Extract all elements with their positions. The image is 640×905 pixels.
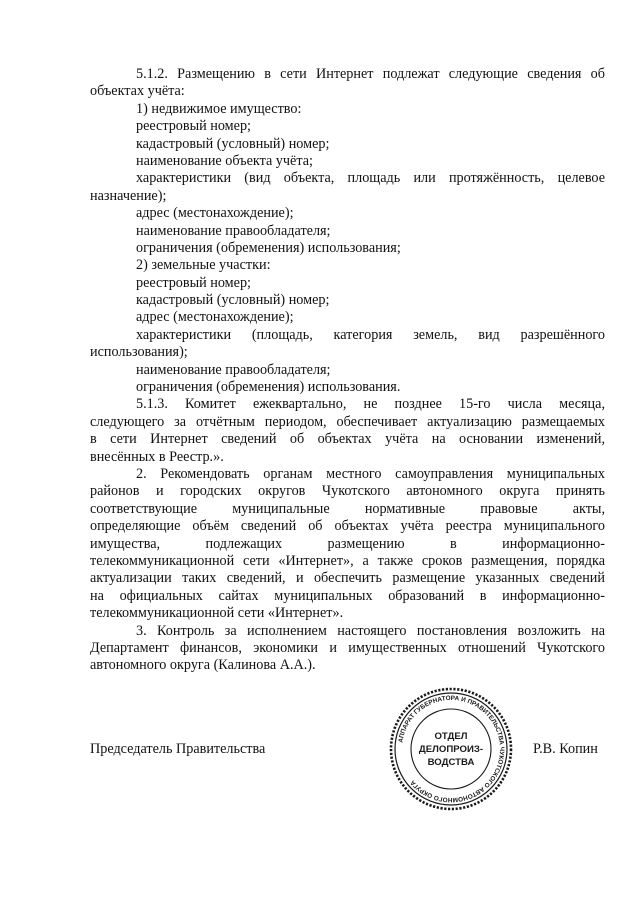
text-line: назначение); [90,187,167,204]
text-line: использования); [90,344,188,361]
document-body [90,66,605,675]
signatory-name: Р.В. Копин [533,741,598,757]
text-line: телекоммуникационной сети «Интернет», а также сроков размещения, порядка [90,552,605,569]
text-line: актуализации таких сведений, и обеспечить размещение указанных сведений [90,570,605,587]
text-line: адрес (местонахождение); [136,205,294,222]
text-line: реестровый номер; [136,118,251,135]
text-line: реестровый номер; [136,274,251,291]
text-line: внесённых в Реестр.». [90,448,224,465]
text-line: имущества, подлежащих размещению в информационно- [90,535,605,552]
text-line: 5.1.3. Комитет ежеквартально, не позднее 15-го числа месяца, [136,396,605,413]
text-line: автономного округа (Калинова А.А.). [90,657,316,674]
text-line: соответствующие муниципальные нормативные правовые акты, [90,500,605,517]
text-line: на официальных сайтах муниципальных образований в информационно- [90,587,605,604]
signatory-position: Председатель Правительства [90,741,266,757]
text-line: Департамент финансов, экономики и имущественных отношений Чукотского [90,639,605,656]
stamp-center-line: ДЕЛОПРОИЗ- [418,744,484,755]
text-line: наименование правообладателя; [136,361,331,378]
text-line: ограничения (обременения) использования; [136,239,401,256]
stamp-center-line: ОТДЕЛ [434,731,468,742]
text-line: характеристики (вид объекта, площадь или протяжённость, целевое [136,170,605,187]
text-line: характеристики (площадь, категория земель, вид разрешённого [136,326,605,343]
text-line: ограничения (обременения) использования. [136,379,401,396]
text-line: 3. Контроль за исполнением настоящего постановления возложить на [136,622,605,639]
stamp-seal [386,684,516,814]
text-line: 1) недвижимое имущество: [136,100,302,117]
office-stamp [386,684,516,814]
text-line: 2) земельные участки: [136,257,271,274]
text-line: в сети Интернет сведений об объектах учёта на основании изменений, [90,431,605,448]
text-line: кадастровый (условный) номер; [136,135,330,152]
text-line: объектах учёта: [90,83,185,100]
text-line: районов и городских округов Чукотского автономного округа принять [90,483,605,500]
text-line: наименование объекта учёта; [136,152,313,169]
stamp-center-line: ВОДСТВА [427,757,475,768]
text-line: следующего за отчётным периодом, обеспечивает актуализацию размещаемых [90,413,605,430]
text-line: определяющие объём сведений об объектах учёта реестра муниципального [90,518,605,535]
text-line: телекоммуникационной сети «Интернет». [90,605,344,622]
stamp-ring-text: АППАРАТ ГУБЕРНАТОРА И ПРАВИТЕЛЬСТВА ЧУКОТСКОГО АВТОНОМНОГО ОКРУГА [397,694,506,804]
text-line: 5.1.2. Размещению в сети Интернет подлежат следующие сведения об [136,66,605,82]
text-line: наименование правообладателя; [136,222,331,239]
text-line: 2. Рекомендовать органам местного самоуправления муниципальных [136,465,605,482]
text-line: кадастровый (условный) номер; [136,292,330,309]
text-line: адрес (местонахождение); [136,309,294,326]
